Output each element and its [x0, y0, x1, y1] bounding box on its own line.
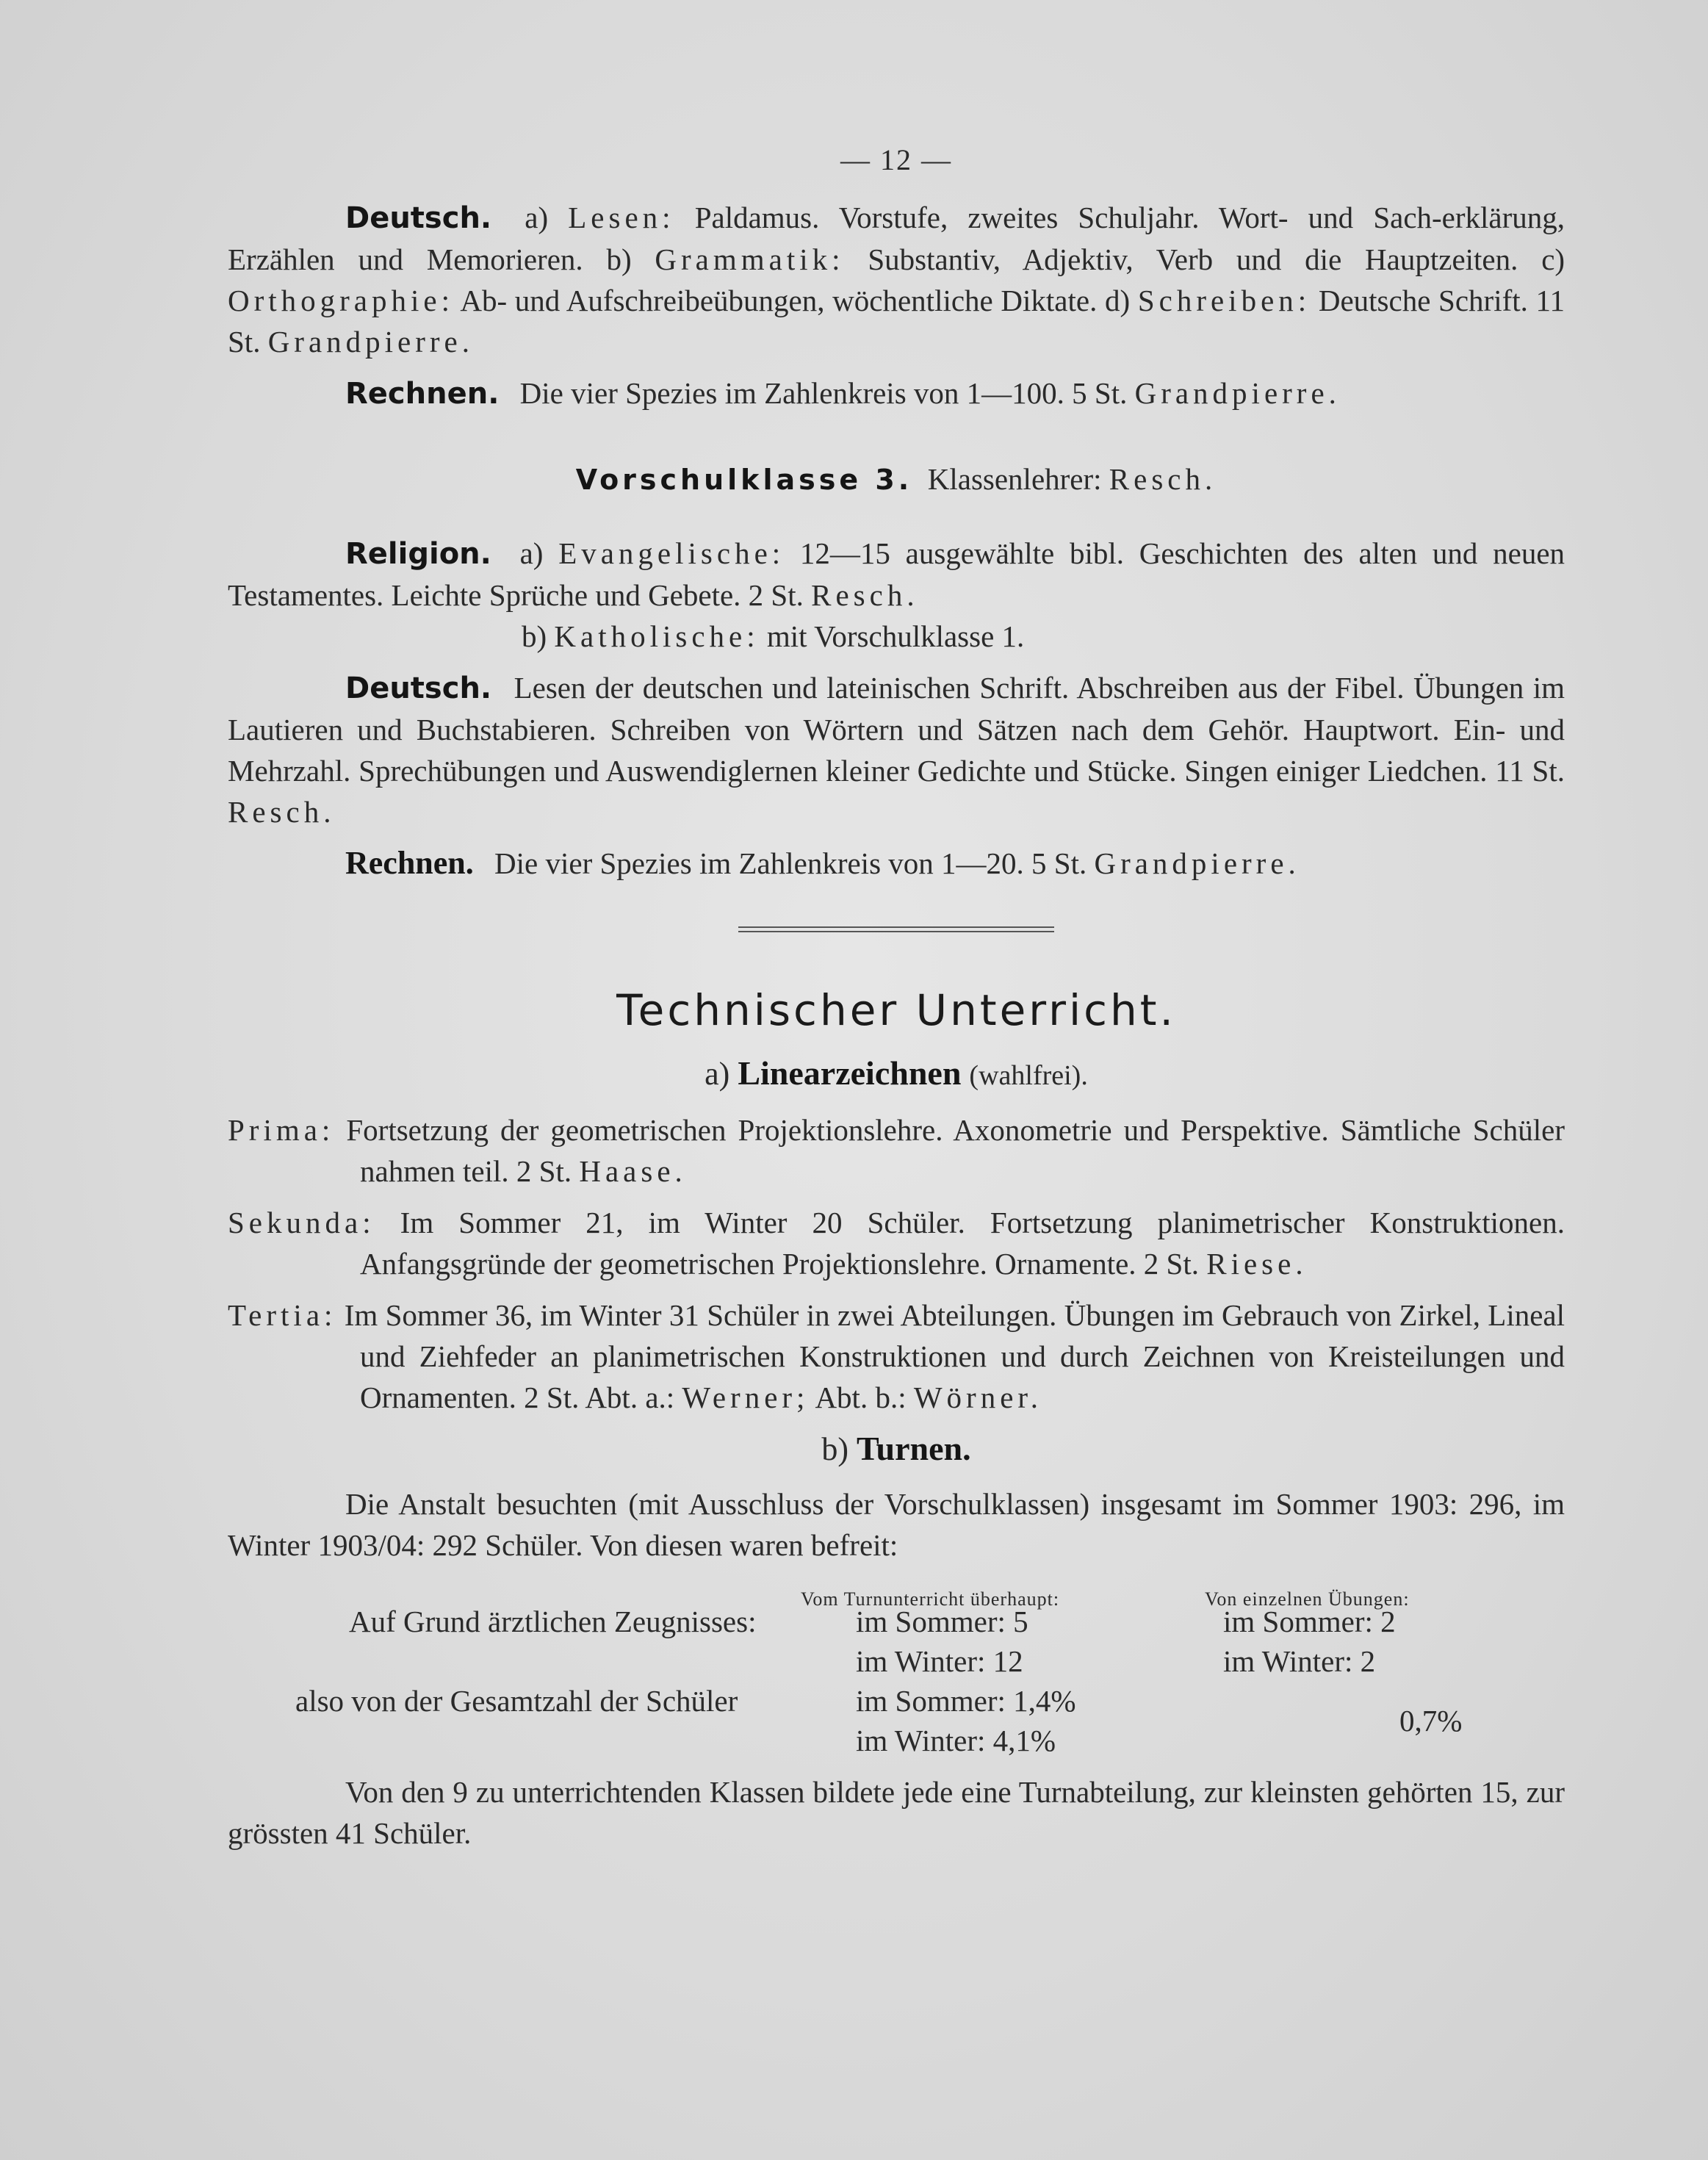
item-marker: a)	[519, 536, 544, 570]
item-marker: b)	[522, 619, 547, 653]
subsection-title: Turnen.	[857, 1430, 971, 1467]
table-column-header: Von einzelnen Übungen:	[1205, 1588, 1410, 1610]
turnen-intro: Die Anstalt besuchten (mit Ausschluss der Vorschulklassen) insgesamt im Sommer 1903: 296, im Winter 1903/04: 292 Schüler. Von diesen waren befreit:	[228, 1487, 1565, 1562]
body-text: Deutsche Schrift. 11 St.	[228, 284, 1565, 359]
sekunda-paragraph	[228, 1202, 1565, 1284]
deutsch-paragraph-1	[228, 197, 1565, 362]
rechnen-paragraph-1	[228, 372, 1565, 414]
body-text: Lesen der deutschen und lateinischen Schrift. Abschreiben aus der Fibel. Übungen im Lautieren und Buchstabieren. Schreiben von Wörtern und Sätzen nach dem Gehör. Hauptwort. Ein- und Mehrzahl. Sprechübungen und Auswendiglernen kleiner Gedichte und Stücke. Singen einiger Liedchen. 11 St.	[228, 671, 1565, 788]
class-label: Prima:	[228, 1113, 335, 1147]
table-cell: im Sommer: 5	[856, 1605, 1028, 1638]
body-text: Im Sommer 21, im Winter 20 Schüler. Fortsetzung planimetrischer Konstruktionen. Anfangsgründe der geometrischen Projektionslehre. Ornamente. 2 St.	[360, 1206, 1565, 1281]
body-text: Paldamus. Vorstufe, zweites Schuljahr. Wort- und Sach-erklärung, Erzählen und Memorieren.	[228, 201, 1565, 276]
table-cell: im Winter: 4,1%	[856, 1724, 1056, 1757]
section-title: Technischer Unterricht.	[616, 985, 1176, 1035]
subsection-heading-turnen	[228, 1428, 1565, 1470]
class-label: Tertia:	[228, 1298, 337, 1332]
body-text: Die vier Spezies im Zahlenkreis von 1—20. 5 St.	[494, 846, 1087, 880]
subsection-heading-linearzeichnen	[228, 1053, 1565, 1096]
deutsch-paragraph-2	[228, 667, 1565, 832]
teacher-name: Grandpierre.	[1094, 846, 1300, 880]
subsection-note: (wahlfrei).	[969, 1060, 1088, 1091]
teacher-name: Werner;	[682, 1380, 810, 1414]
body-text: Ab- und Aufschreibeübungen, wöchentliche Diktate.	[460, 284, 1098, 317]
keyword: Grammatik:	[655, 242, 845, 276]
page-content	[228, 140, 1565, 1854]
table-column-header: Vom Turnunterricht überhaupt:	[801, 1588, 1060, 1610]
rechnen-paragraph-2	[228, 843, 1565, 884]
table-cell: im Sommer: 2	[1223, 1605, 1396, 1638]
subject-label: Rechnen.	[345, 845, 474, 881]
subject-label: Deutsch.	[345, 201, 492, 235]
item-marker: d)	[1105, 284, 1131, 317]
teacher-name: Riese.	[1206, 1247, 1308, 1281]
table-cell: im Sommer: 1,4%	[856, 1684, 1076, 1718]
item-marker: c)	[1541, 242, 1565, 276]
table-cell: im Winter: 2	[1223, 1644, 1376, 1678]
prima-paragraph	[228, 1109, 1565, 1192]
body-text: Abt. b.:	[815, 1380, 907, 1414]
teacher-name: Wörner.	[913, 1380, 1043, 1414]
religion-paragraph	[228, 533, 1565, 616]
table-cell: im Winter: 12	[856, 1644, 1023, 1678]
class-label: Sekunda:	[228, 1206, 375, 1239]
section-heading-text: Vorschulklasse 3.	[575, 464, 913, 496]
teacher-name: Resch.	[811, 578, 919, 612]
subject-label: Religion.	[345, 537, 491, 571]
keyword: Evangelische:	[558, 536, 785, 570]
page-number: — 12 —	[840, 143, 952, 176]
body-text: 12—15 ausgewählte bibl. Geschichten des alten und neuen Testamentes. Leichte Sprüche und Gebete. 2 St.	[228, 536, 1565, 612]
section-divider	[738, 926, 1054, 932]
class-teacher-label: Klassenlehrer:	[927, 462, 1102, 496]
item-marker: a)	[705, 1056, 730, 1092]
keyword: Lesen:	[568, 201, 675, 234]
subject-label: Rechnen.	[345, 377, 500, 411]
teacher-name: Grandpierre.	[267, 325, 475, 359]
item-marker: b)	[606, 242, 632, 276]
table-cell: 0,7%	[1399, 1704, 1463, 1738]
keyword: Katholische:	[554, 619, 760, 653]
body-text: Im Sommer 36, im Winter 31 Schüler in zwei Abteilungen. Übungen im Gebrauch von Zirkel, Lineal und Ziehfeder an planimetrischen Konstruktionen und durch Zeichnen von Kreisteilungen und Ornamenten. 2 St. Abt. a.:	[344, 1298, 1565, 1414]
subject-label: Deutsch.	[345, 672, 492, 705]
subsection-title: Linearzeichnen	[738, 1054, 962, 1092]
item-marker: a)	[525, 201, 549, 234]
section-heading-vorschulklasse-3	[228, 458, 1565, 500]
keyword: Orthographie:	[228, 284, 454, 317]
teacher-name: Grandpierre.	[1134, 376, 1341, 410]
tertia-paragraph	[228, 1295, 1565, 1418]
body-text: Fortsetzung der geometrischen Projektionslehre. Axonometrie und Perspektive. Sämtliche Schüler nahmen teil. 2 St.	[346, 1113, 1565, 1188]
body-text: Substantiv, Adjektiv, Verb und die Hauptzeiten.	[868, 242, 1518, 276]
teacher-name: Resch.	[1109, 462, 1217, 496]
exemption-table	[228, 1579, 1565, 1763]
religion-b-line	[228, 616, 1565, 657]
keyword: Schreiben:	[1137, 284, 1311, 317]
body-text: Die vier Spezies im Zahlenkreis von 1—100. 5 St.	[519, 376, 1128, 410]
table-row-label: also von der Gesamtzahl der Schüler	[295, 1684, 738, 1718]
body-text: mit Vorschulklasse 1.	[766, 619, 1025, 653]
teacher-name: Resch.	[228, 795, 336, 829]
item-marker: b)	[821, 1431, 849, 1467]
teacher-name: Haase.	[579, 1154, 687, 1188]
table-row-label: Auf Grund ärztlichen Zeugnisses:	[349, 1605, 757, 1638]
turnen-closing: Von den 9 zu unterrichtenden Klassen bildete jede eine Turnabteilung, zur kleinsten gehörten 15, zur grössten 41 Schüler.	[228, 1775, 1565, 1850]
